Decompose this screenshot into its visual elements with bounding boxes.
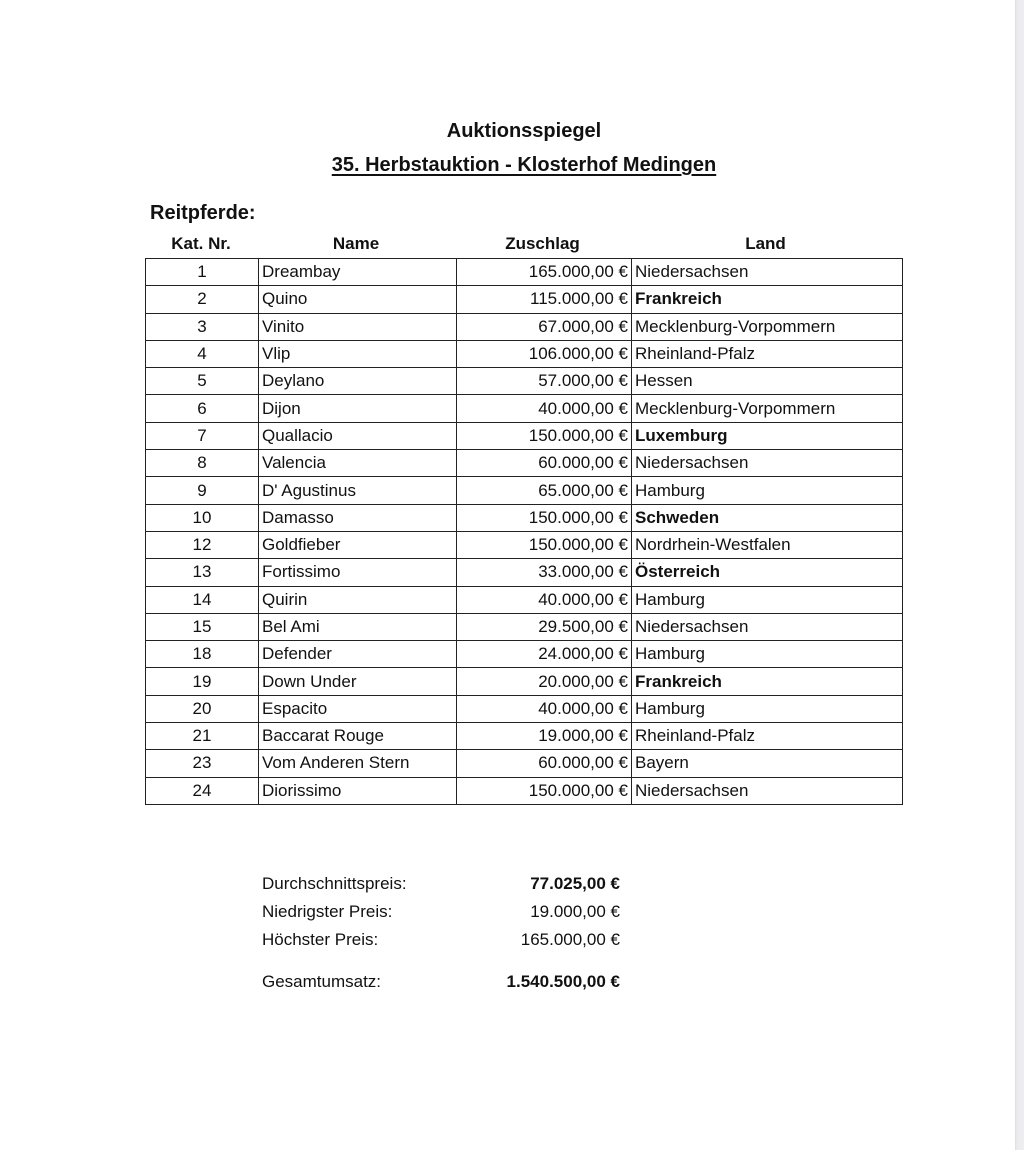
cell-land: Frankreich [632,286,903,313]
cell-land: Niedersachsen [632,450,903,477]
cell-kat-nr: 9 [146,477,259,504]
cell-kat-nr: 19 [146,668,259,695]
column-header-zuschlag: Zuschlag [505,234,580,253]
cell-zuschlag: 40.000,00 € [457,395,632,422]
cell-kat-nr: 1 [146,259,259,286]
table-row [146,613,903,640]
cell-name: Baccarat Rouge [259,723,457,750]
cell-zuschlag: 33.000,00 € [457,559,632,586]
cell-name: D' Agustinus [259,477,457,504]
table-row [146,723,903,750]
cell-kat-nr: 21 [146,723,259,750]
cell-name: Deylano [259,368,457,395]
table-row [146,504,903,531]
table-row [146,340,903,367]
cell-name: Dreambay [259,259,457,286]
cell-land: Hamburg [632,477,903,504]
cell-kat-nr: 18 [146,641,259,668]
cell-name: Quallacio [259,422,457,449]
table-row [146,259,903,286]
table-row [146,286,903,313]
cell-land: Rheinland-Pfalz [632,340,903,367]
cell-zuschlag: 40.000,00 € [457,695,632,722]
cell-zuschlag: 150.000,00 € [457,531,632,558]
cell-kat-nr: 4 [146,340,259,367]
cell-kat-nr: 3 [146,313,259,340]
cell-zuschlag: 20.000,00 € [457,668,632,695]
cell-land: Mecklenburg-Vorpommern [632,313,903,340]
column-header-kat-nr: Kat. Nr. [171,234,231,253]
summary-value: 77.025,00 € [530,874,620,893]
cell-kat-nr: 2 [146,286,259,313]
summary-value: 1.540.500,00 € [506,972,620,991]
cell-name: Dijon [259,395,457,422]
cell-zuschlag: 150.000,00 € [457,504,632,531]
cell-kat-nr: 13 [146,559,259,586]
table-row [146,586,903,613]
column-header-land: Land [745,234,786,253]
table-row [146,531,903,558]
summary-label: Höchster Preis: [262,930,379,949]
cell-land: Nordrhein-Westfalen [632,531,903,558]
document-title: Auktionsspiegel [446,120,602,142]
cell-name: Espacito [259,695,457,722]
cell-land: Hamburg [632,586,903,613]
cell-zuschlag: 106.000,00 € [457,340,632,367]
cell-name: Quirin [259,586,457,613]
cell-land: Niedersachsen [632,777,903,804]
cell-zuschlag: 19.000,00 € [457,723,632,750]
cell-land: Frankreich [632,668,903,695]
cell-name: Vlip [259,340,457,367]
column-header-name: Name [332,234,380,253]
cell-name: Fortissimo [259,559,457,586]
cell-kat-nr: 23 [146,750,259,777]
cell-zuschlag: 29.500,00 € [457,613,632,640]
cell-name: Bel Ami [259,613,457,640]
cell-kat-nr: 12 [146,531,259,558]
auction-results-table [145,258,903,805]
cell-name: Diorissimo [259,777,457,804]
cell-name: Valencia [259,450,457,477]
cell-land: Mecklenburg-Vorpommern [632,395,903,422]
cell-land: Rheinland-Pfalz [632,723,903,750]
cell-land: Hessen [632,368,903,395]
cell-name: Quino [259,286,457,313]
cell-kat-nr: 5 [146,368,259,395]
cell-name: Vom Anderen Stern [259,750,457,777]
cell-zuschlag: 57.000,00 € [457,368,632,395]
cell-land: Bayern [632,750,903,777]
cell-name: Damasso [259,504,457,531]
table-row [146,750,903,777]
cell-name: Vinito [259,313,457,340]
cell-kat-nr: 24 [146,777,259,804]
cell-name: Defender [259,641,457,668]
cell-kat-nr: 15 [146,613,259,640]
cell-land: Luxemburg [632,422,903,449]
table-row [146,641,903,668]
table-row [146,668,903,695]
table-row [146,395,903,422]
cell-zuschlag: 24.000,00 € [457,641,632,668]
document-subtitle: 35. Herbstauktion - Klosterhof Medingen [331,154,717,176]
cell-land: Österreich [632,559,903,586]
table-row [146,477,903,504]
cell-zuschlag: 115.000,00 € [457,286,632,313]
summary-label: Durchschnittspreis: [262,874,407,893]
cell-kat-nr: 20 [146,695,259,722]
cell-land: Hamburg [632,641,903,668]
cell-zuschlag: 60.000,00 € [457,750,632,777]
cell-zuschlag: 165.000,00 € [457,259,632,286]
cell-kat-nr: 7 [146,422,259,449]
table-row [146,695,903,722]
cell-kat-nr: 6 [146,395,259,422]
cell-kat-nr: 14 [146,586,259,613]
cell-kat-nr: 10 [146,504,259,531]
table-row [146,559,903,586]
cell-name: Down Under [259,668,457,695]
cell-zuschlag: 40.000,00 € [457,586,632,613]
summary-value: 165.000,00 € [520,930,620,949]
cell-zuschlag: 65.000,00 € [457,477,632,504]
summary-label: Gesamtumsatz: [262,972,382,991]
cell-land: Hamburg [632,695,903,722]
cell-zuschlag: 150.000,00 € [457,422,632,449]
section-heading: Reitpferde: [150,202,256,224]
cell-zuschlag: 67.000,00 € [457,313,632,340]
cell-land: Niedersachsen [632,613,903,640]
table-row [146,422,903,449]
cell-land: Schweden [632,504,903,531]
table-row [146,313,903,340]
cell-zuschlag: 60.000,00 € [457,450,632,477]
cell-kat-nr: 8 [146,450,259,477]
table-row [146,368,903,395]
summary-label: Niedrigster Preis: [262,902,393,921]
table-row [146,777,903,804]
table-row [146,450,903,477]
cell-zuschlag: 150.000,00 € [457,777,632,804]
summary-value: 19.000,00 € [530,902,620,921]
cell-land: Niedersachsen [632,259,903,286]
cell-name: Goldfieber [259,531,457,558]
